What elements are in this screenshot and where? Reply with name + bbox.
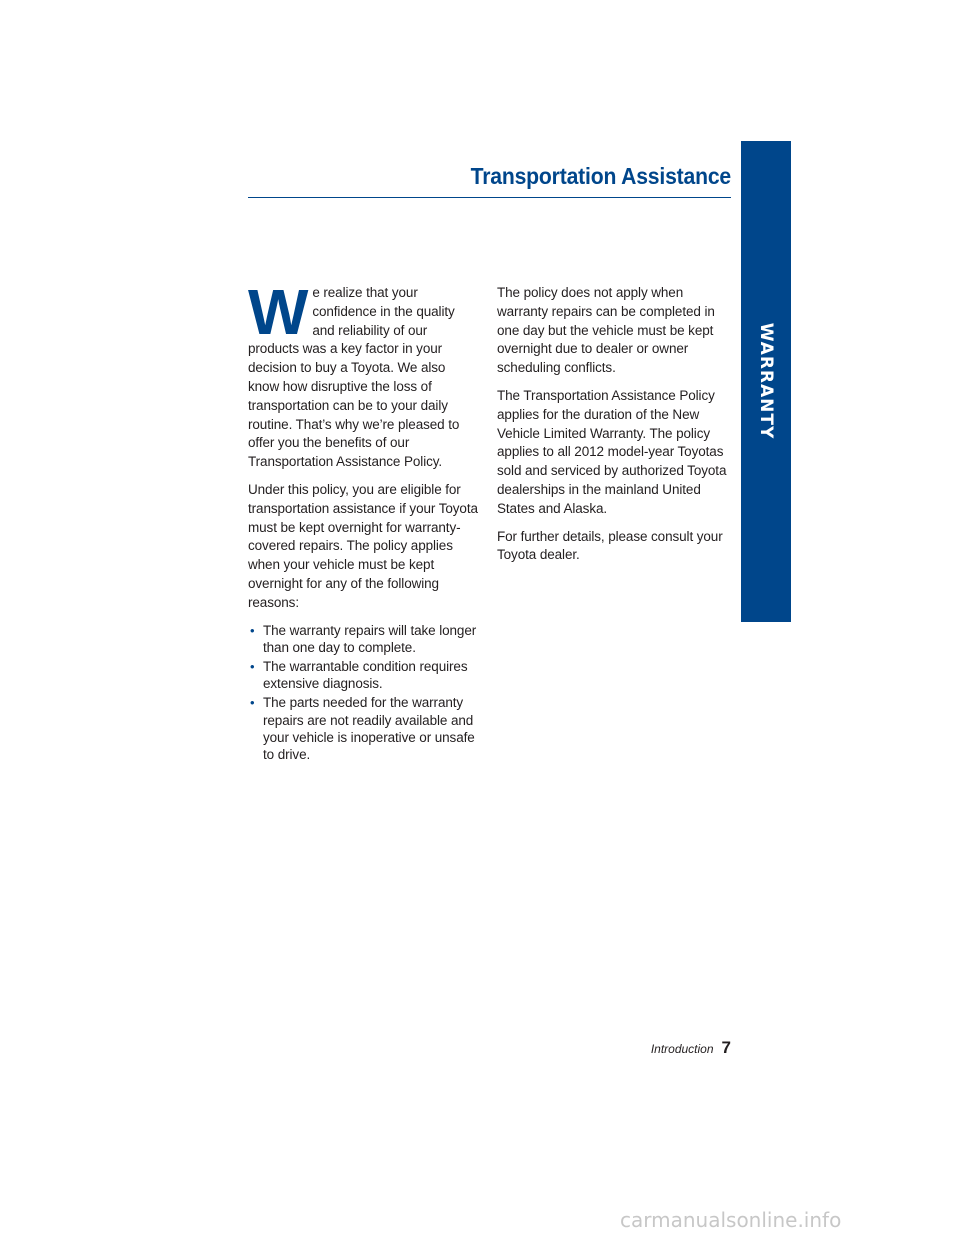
list-item-text: The warranty repairs will take longer than one day to complete.	[263, 622, 477, 655]
page-number: 7	[721, 1038, 731, 1057]
right-column	[497, 284, 733, 574]
list-item	[248, 658, 480, 692]
duration-paragraph: The Transportation Assistance Policy applies for the duration of the New Vehicle Limited Warranty. The policy applies to all 2012 model-year Toyotas sold and serviced by authorized Toyota dealerships in the mainland United States and Alaska.	[497, 387, 727, 516]
exclusion-paragraph: The policy does not apply when warranty repairs can be completed in one day but the vehicle must be kept overnight due to dealer or owner scheduling conflicts.	[497, 285, 715, 376]
details-paragraph: For further details, please consult your Toyota dealer.	[497, 528, 723, 563]
bullet-icon: •	[250, 695, 255, 711]
list-item	[248, 694, 480, 763]
intro-paragraph	[248, 276, 480, 472]
title-divider	[248, 197, 731, 198]
intro-text: e realize that your confidence in the quality and reliability of our products was a key factor in your decision to buy a Toyota. We also know how disruptive the loss of transportation can be to your daily routine. That’s why we’re pleased to offer you the benefits of our Transportation Assistance Policy.	[248, 285, 460, 470]
section-side-tab-label: WARRANTY	[756, 322, 776, 440]
eligibility-paragraph: Under this policy, you are eligible for transportation assistance if your Toyota must be kept overnight for warranty-covered repairs. The policy applies when your vehicle must be kept overnight for any of the following reasons:	[248, 481, 478, 610]
page-title: Transportation Assistance	[470, 163, 731, 189]
drop-cap-letter: W	[248, 276, 309, 348]
bullet-icon: •	[250, 658, 255, 674]
reasons-list	[248, 622, 480, 764]
section-side-tab	[741, 141, 791, 622]
bullet-icon: •	[250, 622, 255, 638]
watermark: carmanualsonline.info	[620, 1208, 842, 1232]
footer-section-label: Introduction	[650, 1042, 714, 1056]
list-item-text: The warrantable condition requires extensive diagnosis.	[263, 658, 468, 692]
page-footer	[651, 1038, 731, 1058]
list-item-text: The parts needed for the warranty repairs are not readily available and your vehicle is inoperative or unsafe to drive.	[263, 695, 475, 762]
list-item	[248, 622, 480, 656]
left-column	[248, 276, 480, 765]
